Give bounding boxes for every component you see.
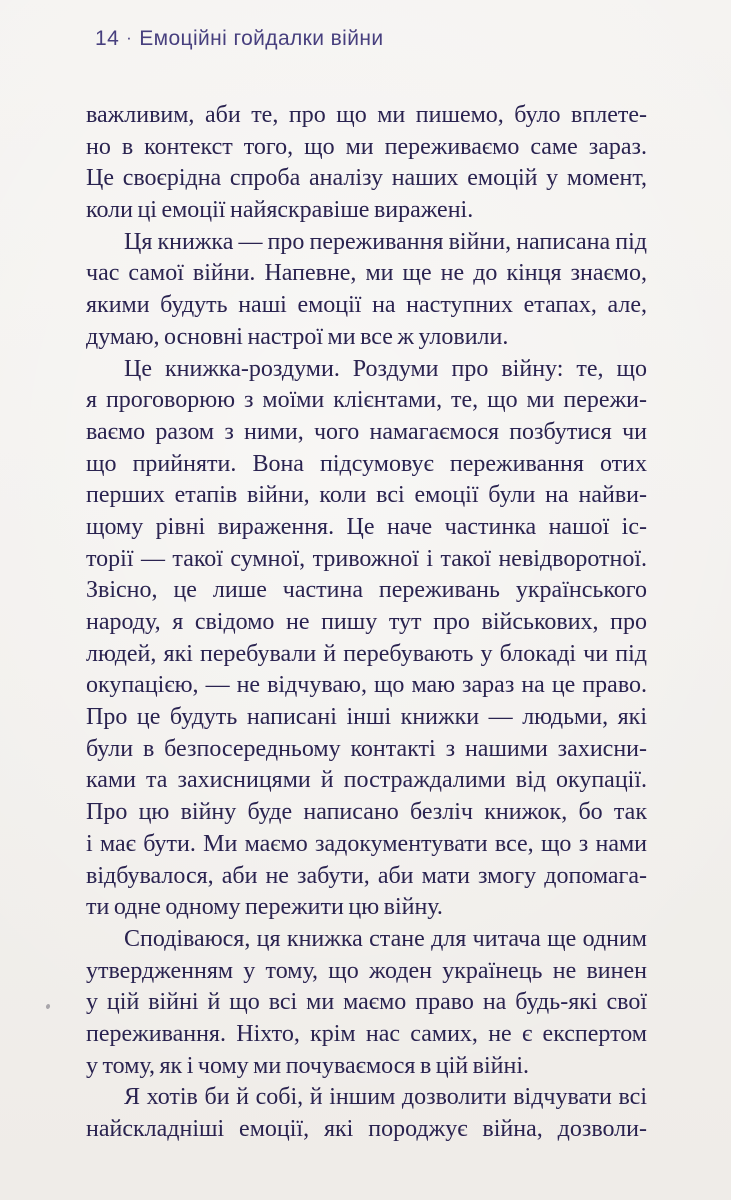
paragraph: [86, 227, 647, 354]
text-line: ти одне одному пережити цю війну.: [86, 894, 443, 921]
text-line: окупацією, — не відчуваю, що маю зараз на це право.: [86, 672, 647, 699]
text-line: ваємо разом з ними, чого намагаємося позбутися чи: [86, 418, 647, 445]
text-line: важливим, аби те, про що ми пишемо, було вплете-: [86, 102, 647, 128]
text-line: відбувалося, аби не забути, аби мати змогу допомага-: [86, 862, 647, 889]
text-line: щому рівні вираження. Це наче частинка нашої іс-: [86, 513, 647, 540]
text-line: були в безпосередньому контакті з нашими захисни-: [86, 735, 647, 762]
text-line: Це книжка-роздуми. Роздуми про війну: те, що: [124, 355, 647, 382]
text-line: утвердженням у тому, що жоден українець не винен: [86, 957, 647, 984]
paragraph: [86, 354, 647, 924]
text-line: Про це будуть написані інші книжки — людьми, які: [86, 704, 647, 731]
text-block: [86, 100, 647, 1146]
text-line: Про цю війну буде написано безліч книжок, бо так: [86, 799, 647, 826]
header-separator-dot: ·: [126, 28, 133, 47]
scan-artifact-dot: [45, 1003, 50, 1009]
text-line: торії — такої сумної, тривожної і такої невідворотної.: [86, 545, 647, 572]
text-line: но в контекст того, що ми переживаємо саме зараз.: [86, 133, 647, 160]
text-line: перших етапів війни, коли всі емоції були на найви-: [86, 482, 647, 509]
text-line: Сподіваюся, ця книжка стане для читача ще одним: [124, 925, 647, 952]
text-line: Це своєрідна спроба аналізу наших емоцій у момент,: [86, 165, 647, 192]
text-line: у тому, як і чому ми почуваємося в цій війні.: [86, 1052, 529, 1079]
text-line: у цій війні й що всі ми маємо право на будь-які свої: [86, 989, 647, 1016]
text-line: Ця книжка — про переживання війни, написана під: [124, 228, 647, 255]
paragraph: [86, 100, 647, 227]
page-number: 14: [95, 27, 120, 50]
text-line: думаю, основні настрої ми все ж уловили.: [86, 323, 509, 350]
paragraph: [86, 1082, 647, 1145]
text-line: час самої війни. Напевне, ми ще не до кінця знаємо,: [86, 260, 647, 287]
text-line: найскладніші емоції, які породжує війна, дозволи-: [86, 1116, 647, 1142]
text-line: Я хотів би й собі, й іншим дозволити відчувати всі: [124, 1084, 647, 1111]
page-header: [95, 26, 384, 52]
text-line: якими будуть наші емоції на наступних етапах, але,: [86, 292, 647, 319]
text-line: коли ці емоції найяскравіше виражені.: [86, 197, 474, 224]
text-line: Звісно, це лише частина переживань українського: [86, 577, 647, 604]
text-line: я проговорюю з моїми клієнтами, те, що ми пережи-: [86, 387, 647, 414]
text-line: переживання. Ніхто, крім нас самих, не є експертом: [86, 1020, 647, 1047]
text-line: людей, які перебували й перебувають у блокаді чи під: [86, 640, 647, 667]
text-line: ками та захисницями й постраждалими від окупації.: [86, 767, 647, 794]
text-line: народу, я свідомо не пишу тут про військових, про: [86, 609, 647, 635]
text-line: і має бути. Ми маємо задокументувати все, що з нами: [86, 830, 647, 857]
text-line: що прийняти. Вона підсумовує переживання отих: [86, 450, 647, 477]
paragraph: [86, 924, 647, 1082]
running-title: Емоційні гойдалки війни: [139, 27, 384, 50]
